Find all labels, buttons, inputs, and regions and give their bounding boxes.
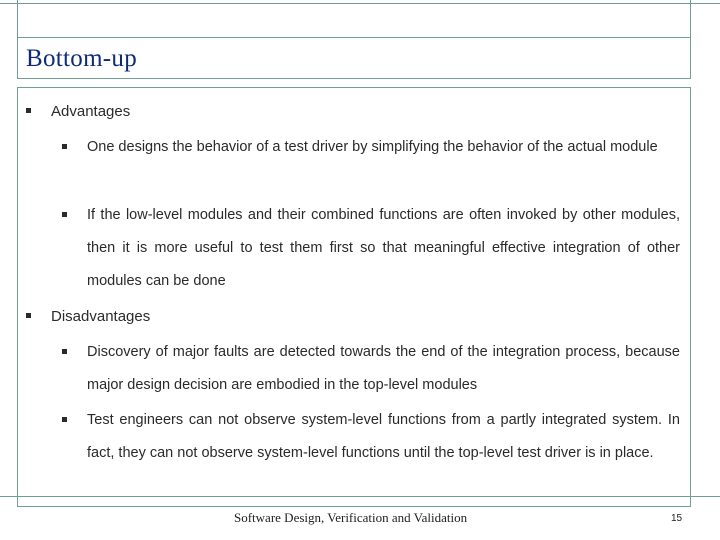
slide-title: Bottom-up	[26, 45, 138, 72]
section-advantages	[51, 103, 130, 120]
top-rule	[0, 3, 720, 4]
item-text: One designs the behavior of a test driver by simplifying the behavior of the actual module	[87, 139, 658, 155]
bullet-icon	[62, 144, 67, 149]
bullet-icon	[26, 313, 31, 318]
item-text: Discovery of major faults are detected towards the end of the integration process, because major design decision are embodied in the top-level modules	[87, 344, 680, 393]
section-label: Disadvantages	[51, 308, 151, 325]
disadvantage-item-1	[87, 336, 680, 402]
bullet-icon	[26, 108, 31, 113]
advantage-item-1	[87, 131, 680, 164]
disadvantage-item-2	[87, 404, 680, 470]
frame-line-right	[690, 0, 691, 37]
footer-course-title: Software Design, Verification and Validation	[234, 510, 468, 525]
section-disadvantages	[51, 308, 150, 325]
item-text: If the low-level modules and their combined functions are often invoked by other modules, then it is more useful to test them first so that meaningful effective integration of other modules can be done	[87, 207, 680, 289]
bullet-icon	[62, 417, 67, 422]
bullet-icon	[62, 349, 67, 354]
frame-line-left	[17, 0, 18, 37]
item-text: Test engineers can not observe system-level functions from a partly integrated system. In fact, they can not observe system-level functions until the top-level test driver is in place.	[87, 412, 680, 461]
section-label: Advantages	[51, 103, 131, 120]
page-number: 15	[671, 513, 683, 524]
advantage-item-2	[87, 199, 680, 298]
bullet-icon	[62, 212, 67, 217]
title-bar	[17, 37, 691, 79]
